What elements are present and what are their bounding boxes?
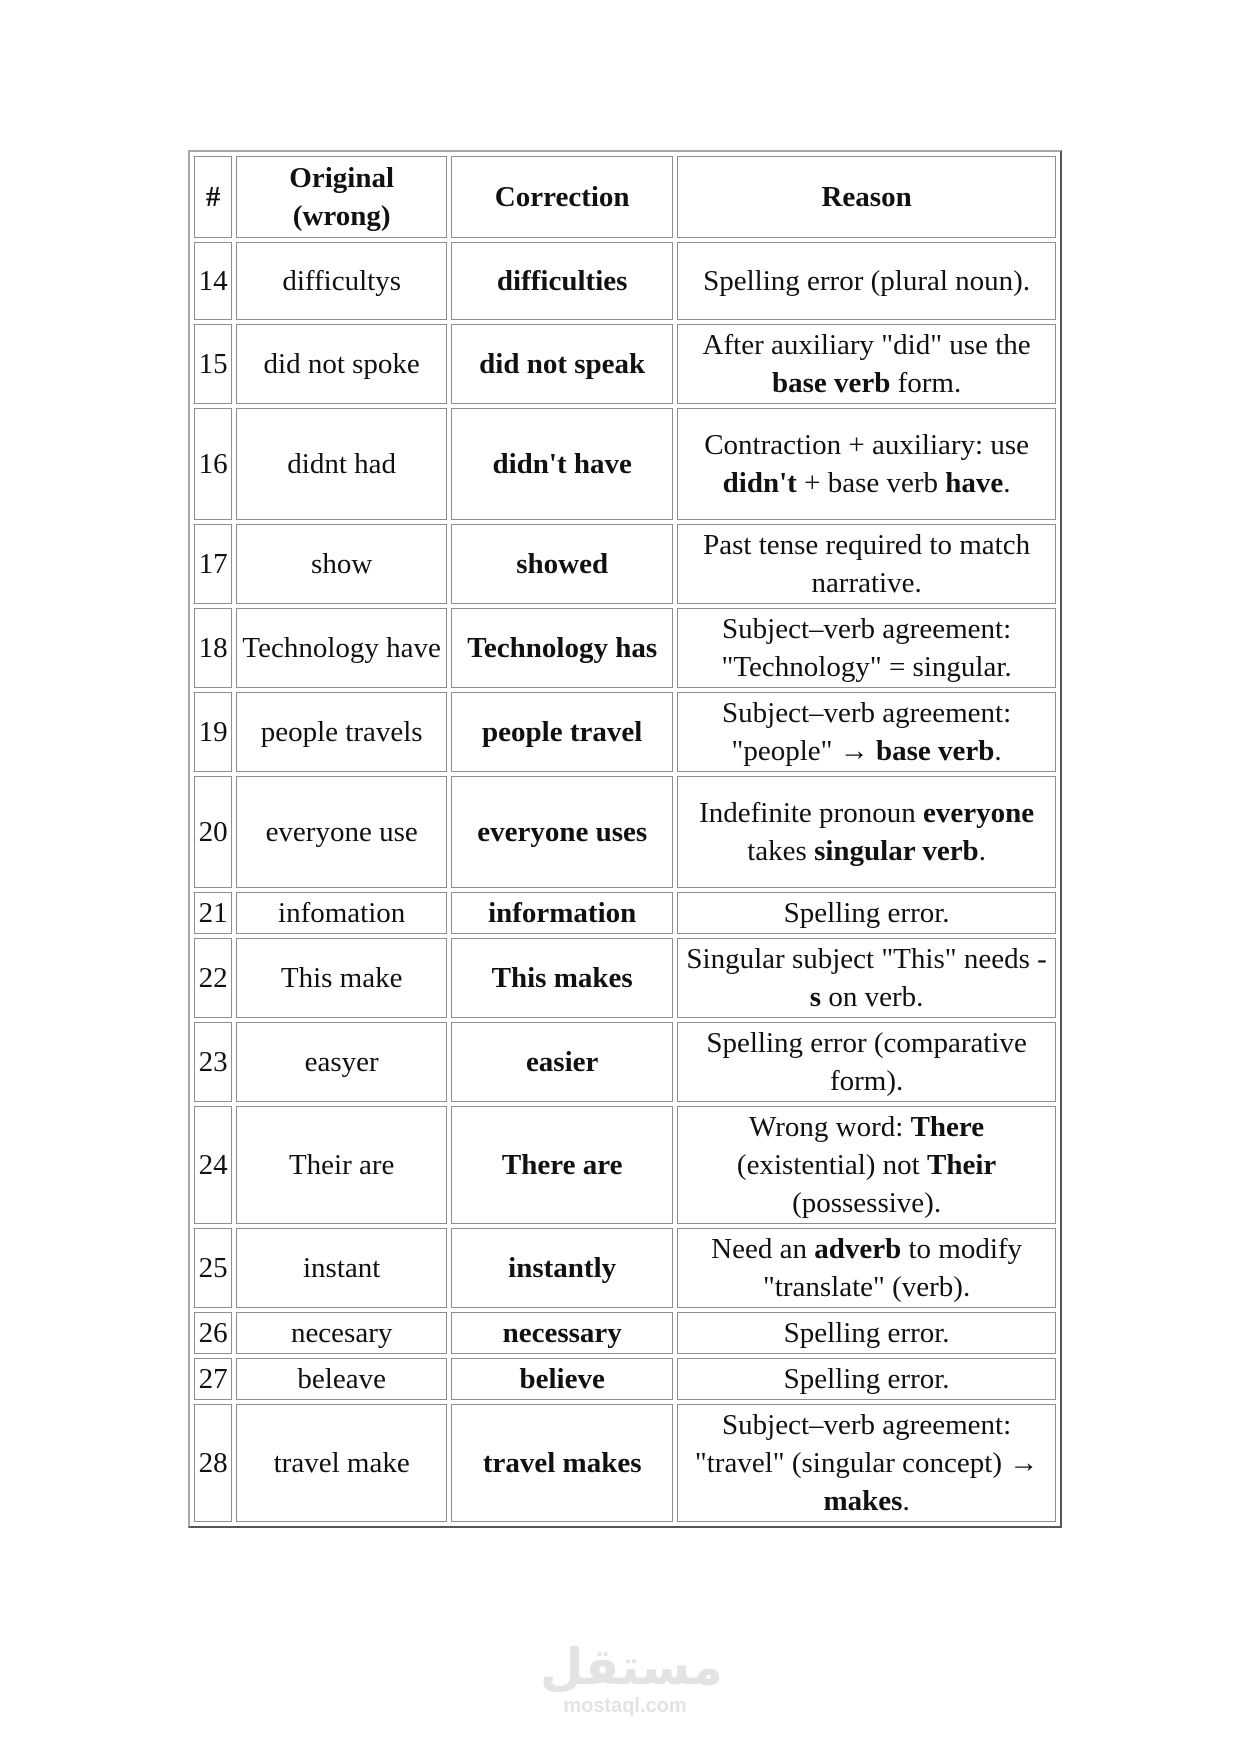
reason-segment: Subject–verb agreement: "Technology" = singular.: [721, 613, 1012, 683]
table-row: [194, 608, 1056, 688]
correction-text: showed: [451, 524, 673, 604]
row-number: 24: [194, 1106, 232, 1224]
table-row: [194, 1358, 1056, 1400]
correction-text: travel makes: [451, 1404, 673, 1522]
reason-text: [677, 1404, 1056, 1522]
table-row: [194, 692, 1056, 772]
correction-text: didn't have: [451, 408, 673, 520]
row-number: 28: [194, 1404, 232, 1522]
reason-segment: + base verb: [796, 467, 946, 499]
table-row: [194, 524, 1056, 604]
reason-text: [677, 242, 1056, 320]
correction-text: instantly: [451, 1228, 673, 1308]
correction-text: There are: [451, 1106, 673, 1224]
original-text: necesary: [236, 1312, 447, 1354]
row-number: 14: [194, 242, 232, 320]
table-row: [194, 242, 1056, 320]
reason-segment: takes: [747, 835, 815, 867]
table-body: [194, 242, 1056, 1522]
reason-segment: on verb.: [821, 981, 924, 1013]
reason-emphasis: singular verb: [814, 835, 979, 867]
reason-segment: Spelling error.: [783, 897, 950, 929]
table-row: [194, 892, 1056, 934]
header-reason: Reason: [677, 156, 1056, 238]
reason-emphasis: adverb: [814, 1233, 902, 1265]
correction-text: people travel: [451, 692, 673, 772]
reason-segment: Subject–verb agreement: "people" →: [722, 697, 1012, 767]
original-text: difficultys: [236, 242, 447, 320]
original-text: did not spoke: [236, 324, 447, 404]
reason-segment: .: [1003, 467, 1011, 499]
reason-segment: Spelling error (plural noun).: [703, 265, 1031, 297]
reason-text: [677, 608, 1056, 688]
reason-segment: Spelling error.: [783, 1317, 950, 1349]
reason-text: [677, 1312, 1056, 1354]
reason-segment: Contraction + auxiliary: use: [704, 429, 1029, 461]
reason-emphasis: have: [945, 467, 1004, 499]
row-number: 20: [194, 776, 232, 888]
correction-text: everyone uses: [451, 776, 673, 888]
row-number: 27: [194, 1358, 232, 1400]
table-row: [194, 408, 1056, 520]
reason-segment: Spelling error.: [783, 1363, 950, 1395]
original-text: everyone use: [236, 776, 447, 888]
header-original: Original (wrong): [236, 156, 447, 238]
reason-segment: Indefinite pronoun: [699, 797, 923, 829]
row-number: 17: [194, 524, 232, 604]
table-row: [194, 1228, 1056, 1308]
reason-emphasis: There: [910, 1111, 985, 1143]
corrections-table-container: [188, 150, 1062, 1528]
reason-emphasis: base verb: [876, 735, 995, 767]
reason-segment: Subject–verb agreement: "travel" (singular concept): [694, 1409, 1012, 1479]
reason-segment: (possessive).: [792, 1187, 942, 1219]
header-correction: Correction: [451, 156, 673, 238]
correction-text: Technology has: [451, 608, 673, 688]
reason-emphasis: everyone: [922, 797, 1035, 829]
row-number: 25: [194, 1228, 232, 1308]
original-text: Technology have: [236, 608, 447, 688]
reason-segment: .: [978, 835, 986, 867]
row-number: 19: [194, 692, 232, 772]
table-row: [194, 1312, 1056, 1354]
row-number: 16: [194, 408, 232, 520]
reason-segment: Past tense required to match narrative.: [703, 529, 1031, 599]
reason-segment: Spelling error (comparative form).: [706, 1027, 1027, 1097]
reason-segment: .: [994, 735, 1002, 767]
corrections-table: [188, 150, 1062, 1528]
reason-segment: form.: [890, 367, 962, 399]
original-text: people travels: [236, 692, 447, 772]
row-number: 23: [194, 1022, 232, 1102]
original-text: travel make: [236, 1404, 447, 1522]
reason-segment: Wrong word:: [749, 1111, 911, 1143]
reason-segment: After auxiliary "did" use the: [702, 329, 1031, 361]
table-row: [194, 1404, 1056, 1522]
original-text: beleave: [236, 1358, 447, 1400]
table-header-row: [194, 156, 1056, 238]
correction-text: necessary: [451, 1312, 673, 1354]
reason-text: [677, 524, 1056, 604]
original-text: instant: [236, 1228, 447, 1308]
header-number: #: [194, 156, 232, 238]
original-text: This make: [236, 938, 447, 1018]
table-row: [194, 324, 1056, 404]
reason-emphasis: Their: [926, 1149, 997, 1181]
reason-segment: Need an: [711, 1233, 815, 1265]
reason-emphasis: base verb: [771, 367, 891, 399]
original-text: didnt had: [236, 408, 447, 520]
table-row: [194, 776, 1056, 888]
reason-text: [677, 776, 1056, 888]
reason-segment: .: [902, 1485, 910, 1517]
row-number: 21: [194, 892, 232, 934]
reason-text: [677, 408, 1056, 520]
reason-text: [677, 892, 1056, 934]
correction-text: This makes: [451, 938, 673, 1018]
row-number: 18: [194, 608, 232, 688]
original-text: easyer: [236, 1022, 447, 1102]
correction-text: did not speak: [451, 324, 673, 404]
correction-text: easier: [451, 1022, 673, 1102]
correction-text: information: [451, 892, 673, 934]
reason-emphasis: s: [809, 981, 822, 1013]
original-text: show: [236, 524, 447, 604]
table-row: [194, 1106, 1056, 1224]
row-number: 15: [194, 324, 232, 404]
reason-text: [677, 1106, 1056, 1224]
reason-segment: (existential) not: [736, 1149, 927, 1181]
reason-text: [677, 324, 1056, 404]
correction-text: believe: [451, 1358, 673, 1400]
reason-text: [677, 1358, 1056, 1400]
table-row: [194, 1022, 1056, 1102]
watermark-domain: mostaql.com: [563, 1695, 687, 1717]
watermark-logo: مستقل: [540, 1638, 723, 1696]
reason-emphasis: didn't: [722, 467, 797, 499]
reason-text: [677, 692, 1056, 772]
reason-segment: to modify "translate" (verb).: [762, 1233, 1023, 1303]
table-row: [194, 938, 1056, 1018]
original-text: Their are: [236, 1106, 447, 1224]
reason-emphasis: → makes: [823, 1447, 1039, 1517]
reason-text: [677, 938, 1056, 1018]
original-text: infomation: [236, 892, 447, 934]
correction-text: difficulties: [451, 242, 673, 320]
reason-text: [677, 1022, 1056, 1102]
row-number: 26: [194, 1312, 232, 1354]
reason-segment: Singular subject "This" needs -: [686, 943, 1047, 975]
reason-text: [677, 1228, 1056, 1308]
watermark: [540, 1638, 723, 1718]
row-number: 22: [194, 938, 232, 1018]
